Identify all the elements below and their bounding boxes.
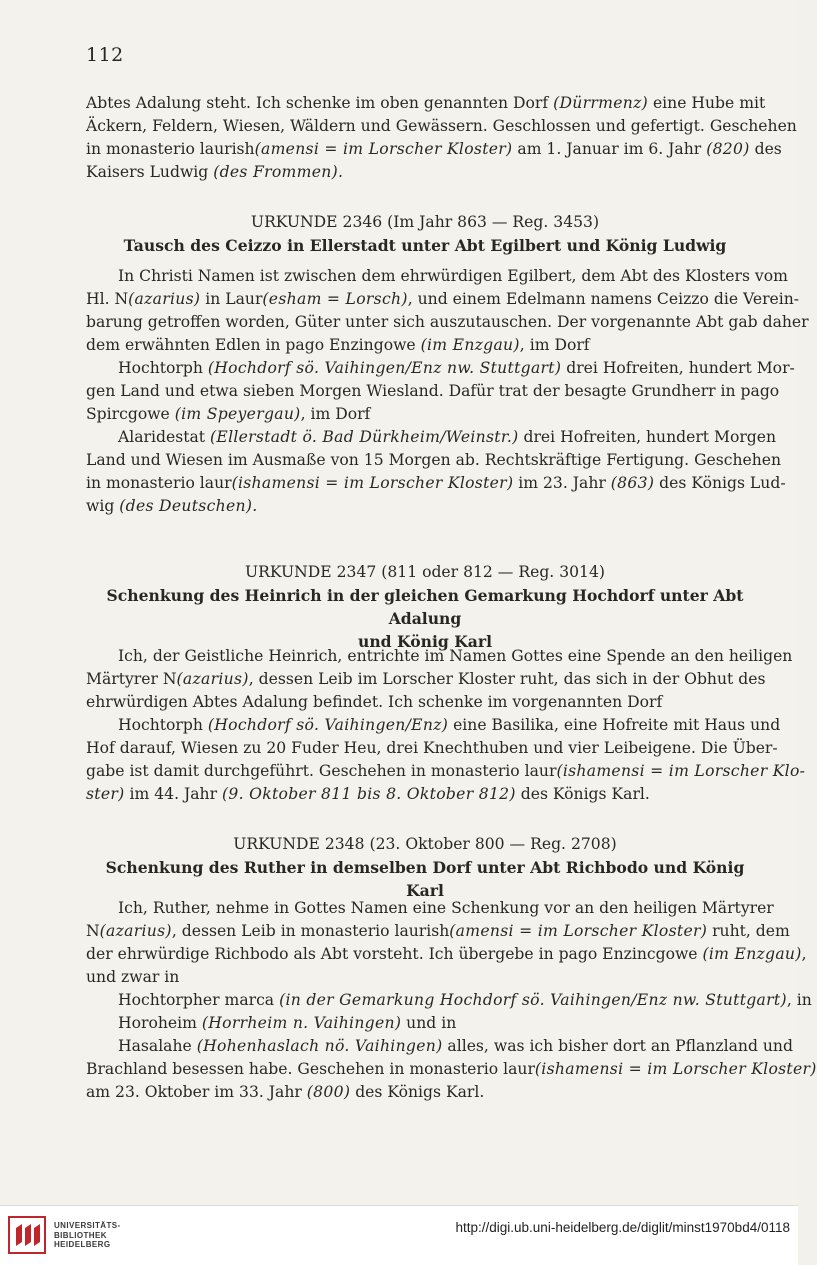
page-number: 112 bbox=[86, 44, 124, 66]
text-line: Hochtorpher marca (in der Gemarkung Hochdorf sö. Vaihingen/Enz nw. Stuttgart), in bbox=[118, 991, 812, 1009]
library-name-line: UNIVERSITÄTS- bbox=[54, 1221, 121, 1230]
editorial-annotation: (Ellerstadt ö. Bad Dürkheim/Weinstr.) bbox=[210, 428, 519, 446]
editorial-annotation: (in der Gemarkung Hochdorf sö. Vaihingen/Enz nw. Stuttgart) bbox=[279, 991, 787, 1009]
editorial-annotation: (amensi = im Lorscher Kloster) bbox=[449, 922, 708, 940]
text-line: ehrwürdigen Abtes Adalung befindet. Ich schenke im vorgenannten Dorf bbox=[86, 693, 663, 711]
editorial-annotation: (azarius) bbox=[128, 290, 201, 308]
heading-subtitle: Schenkung des Heinrich in der gleichen Gemarkung Hochdorf unter Abt Adalung bbox=[106, 586, 744, 628]
text-line: Spircgowe (im Speyergau), im Dorf bbox=[86, 405, 371, 423]
editorial-annotation: (ishamensi = im Lorscher Klo- bbox=[556, 762, 806, 780]
heading-title: URKUNDE 2348 (23. Oktober 800 — Reg. 2708) bbox=[233, 835, 617, 853]
text-line: Brachland besessen habe. Geschehen in monasterio laur(ishamensi = im Lorscher Kloster) bbox=[86, 1060, 817, 1078]
intro-paragraph bbox=[86, 92, 797, 184]
text-line: Alaridestat (Ellerstadt ö. Bad Dürkheim/Weinstr.) drei Hofreiten, hundert Morgen bbox=[118, 428, 777, 446]
text-line: Hl. N(azarius) in Laur(esham = Lorsch), und einem Edelmann namens Ceizzo die Verein- bbox=[86, 290, 800, 308]
library-name bbox=[54, 1221, 121, 1250]
section-body bbox=[86, 265, 809, 518]
editorial-annotation: (im Speyergau) bbox=[174, 405, 301, 423]
text-line: Hochtorph (Hochdorf sö. Vaihingen/Enz) eine Basilika, eine Hofreite mit Haus und bbox=[118, 716, 781, 734]
editorial-annotation: (esham = Lorsch) bbox=[262, 290, 408, 308]
editorial-annotation: (azarius) bbox=[176, 670, 249, 688]
text-line: gabe ist damit durchgeführt. Geschehen in monasterio laur(ishamensi = im Lorscher Klo- bbox=[86, 762, 806, 780]
section-heading bbox=[86, 561, 764, 653]
text-line: Hof darauf, Wiesen zu 20 Fuder Heu, drei Knechthuben und vier Leibeigene. Die Über- bbox=[86, 739, 778, 757]
heading-title: URKUNDE 2347 (811 oder 812 — Reg. 3014) bbox=[245, 563, 605, 581]
permalink-url[interactable]: http://digi.ub.uni-heidelberg.de/diglit/minst1970bd4/0118 bbox=[455, 1220, 790, 1235]
editorial-annotation: (des Frommen). bbox=[213, 163, 344, 181]
editorial-annotation: (des Deutschen). bbox=[119, 497, 258, 515]
text-line: N(azarius), dessen Leib in monasterio laurish(amensi = im Lorscher Kloster) ruht, dem bbox=[86, 922, 790, 940]
text-line: gen Land und etwa sieben Morgen Wiesland. Dafür trat der besagte Grundherr in pago bbox=[86, 382, 780, 400]
heading-subtitle: Schenkung des Ruther in demselben Dorf unter Abt Richbodo und König Karl bbox=[105, 858, 745, 900]
library-logo-icon bbox=[8, 1216, 46, 1254]
editorial-annotation: (amensi = im Lorscher Kloster) bbox=[254, 140, 513, 158]
text-line: am 23. Oktober im 33. Jahr (800) des Königs Karl. bbox=[86, 1083, 485, 1101]
text-line: In Christi Namen ist zwischen dem ehrwürdigen Egilbert, dem Abt des Klosters vom bbox=[118, 267, 788, 285]
text-line: in monasterio laurish(amensi = im Lorscher Kloster) am 1. Januar im 6. Jahr (820) des bbox=[86, 140, 782, 158]
editorial-annotation: (Hohenhaslach nö. Vaihingen) bbox=[196, 1037, 443, 1055]
editorial-annotation: (im Enzgau) bbox=[420, 336, 520, 354]
editorial-annotation: (863) bbox=[610, 474, 655, 492]
editorial-annotation: (9. Oktober 811 bis 8. Oktober 812) bbox=[222, 785, 516, 803]
text-line: Hasalahe (Hohenhaslach nö. Vaihingen) alles, was ich bisher dort an Pflanzland und bbox=[118, 1037, 793, 1055]
text-line: Horoheim (Horrheim n. Vaihingen) und in bbox=[118, 1014, 457, 1032]
heading-subtitle: Tausch des Ceizzo in Ellerstadt unter Abt Egilbert und König Ludwig bbox=[123, 236, 727, 255]
editorial-annotation: (800) bbox=[306, 1083, 351, 1101]
text-line: dem erwähnten Edlen in pago Enzingowe (im Enzgau), im Dorf bbox=[86, 336, 590, 354]
text-line: Kaisers Ludwig (des Frommen). bbox=[86, 163, 344, 181]
editorial-annotation: (Hochdorf sö. Vaihingen/Enz) bbox=[207, 716, 449, 734]
editorial-annotation: (Hochdorf sö. Vaihingen/Enz nw. Stuttgart) bbox=[207, 359, 562, 377]
library-name-line: BIBLIOTHEK bbox=[54, 1230, 107, 1240]
text-line: in monasterio laur(ishamensi = im Lorscher Kloster) im 23. Jahr (863) des Königs Lud- bbox=[86, 474, 786, 492]
text-line: wig (des Deutschen). bbox=[86, 497, 258, 515]
section-heading bbox=[86, 211, 764, 257]
section-body bbox=[86, 897, 817, 1104]
text-line: Hochtorph (Hochdorf sö. Vaihingen/Enz nw. Stuttgart) drei Hofreiten, hundert Mor- bbox=[118, 359, 795, 377]
text-line: barung getroffen worden, Güter unter sich auszutauschen. Der vorgenannte Abt gab daher bbox=[86, 313, 809, 331]
text-line: ster) im 44. Jahr (9. Oktober 811 bis 8. Oktober 812) des Königs Karl. bbox=[86, 785, 650, 803]
text-line: Ich, Ruther, nehme in Gottes Namen eine Schenkung vor an den heiligen Märtyrer bbox=[118, 899, 774, 917]
editorial-annotation: ster) bbox=[86, 785, 125, 803]
text-line: der ehrwürdige Richbodo als Abt vorsteht. Ich übergebe in pago Enzincgowe (im Enzgau), bbox=[86, 945, 807, 963]
editorial-annotation: (820) bbox=[706, 140, 750, 158]
editorial-annotation: (ishamensi = im Lorscher Kloster) bbox=[231, 474, 514, 492]
text-line: Äckern, Feldern, Wiesen, Wäldern und Gewässern. Geschlossen und gefertigt. Geschehen bbox=[86, 117, 797, 135]
library-name-line: HEIDELBERG bbox=[54, 1240, 111, 1249]
editorial-annotation: (ishamensi = im Lorscher Kloster) bbox=[534, 1060, 817, 1078]
text-line: und zwar in bbox=[86, 968, 180, 986]
heading-title: URKUNDE 2346 (Im Jahr 863 — Reg. 3453) bbox=[250, 213, 600, 231]
editorial-annotation: (Dürrmenz) bbox=[553, 94, 648, 112]
section-heading bbox=[86, 833, 764, 902]
text-line: Abtes Adalung steht. Ich schenke im oben genannten Dorf (Dürrmenz) eine Hube mit bbox=[86, 94, 766, 112]
text-line: Land und Wiesen im Ausmaße von 15 Morgen ab. Rechtskräftige Fertigung. Geschehen bbox=[86, 451, 782, 469]
editorial-annotation: (Horrheim n. Vaihingen) bbox=[201, 1014, 402, 1032]
editorial-annotation: (azarius) bbox=[99, 922, 172, 940]
heading-subtitle: und König Karl bbox=[357, 632, 492, 651]
text-line: Ich, der Geistliche Heinrich, entrichte im Namen Gottes eine Spende an den heiligen bbox=[118, 647, 793, 665]
text-line: Märtyrer N(azarius), dessen Leib im Lorscher Kloster ruht, das sich in der Obhut des bbox=[86, 670, 766, 688]
section-body bbox=[86, 645, 806, 806]
editorial-annotation: (im Enzgau) bbox=[702, 945, 802, 963]
footer-bar bbox=[0, 1205, 798, 1265]
